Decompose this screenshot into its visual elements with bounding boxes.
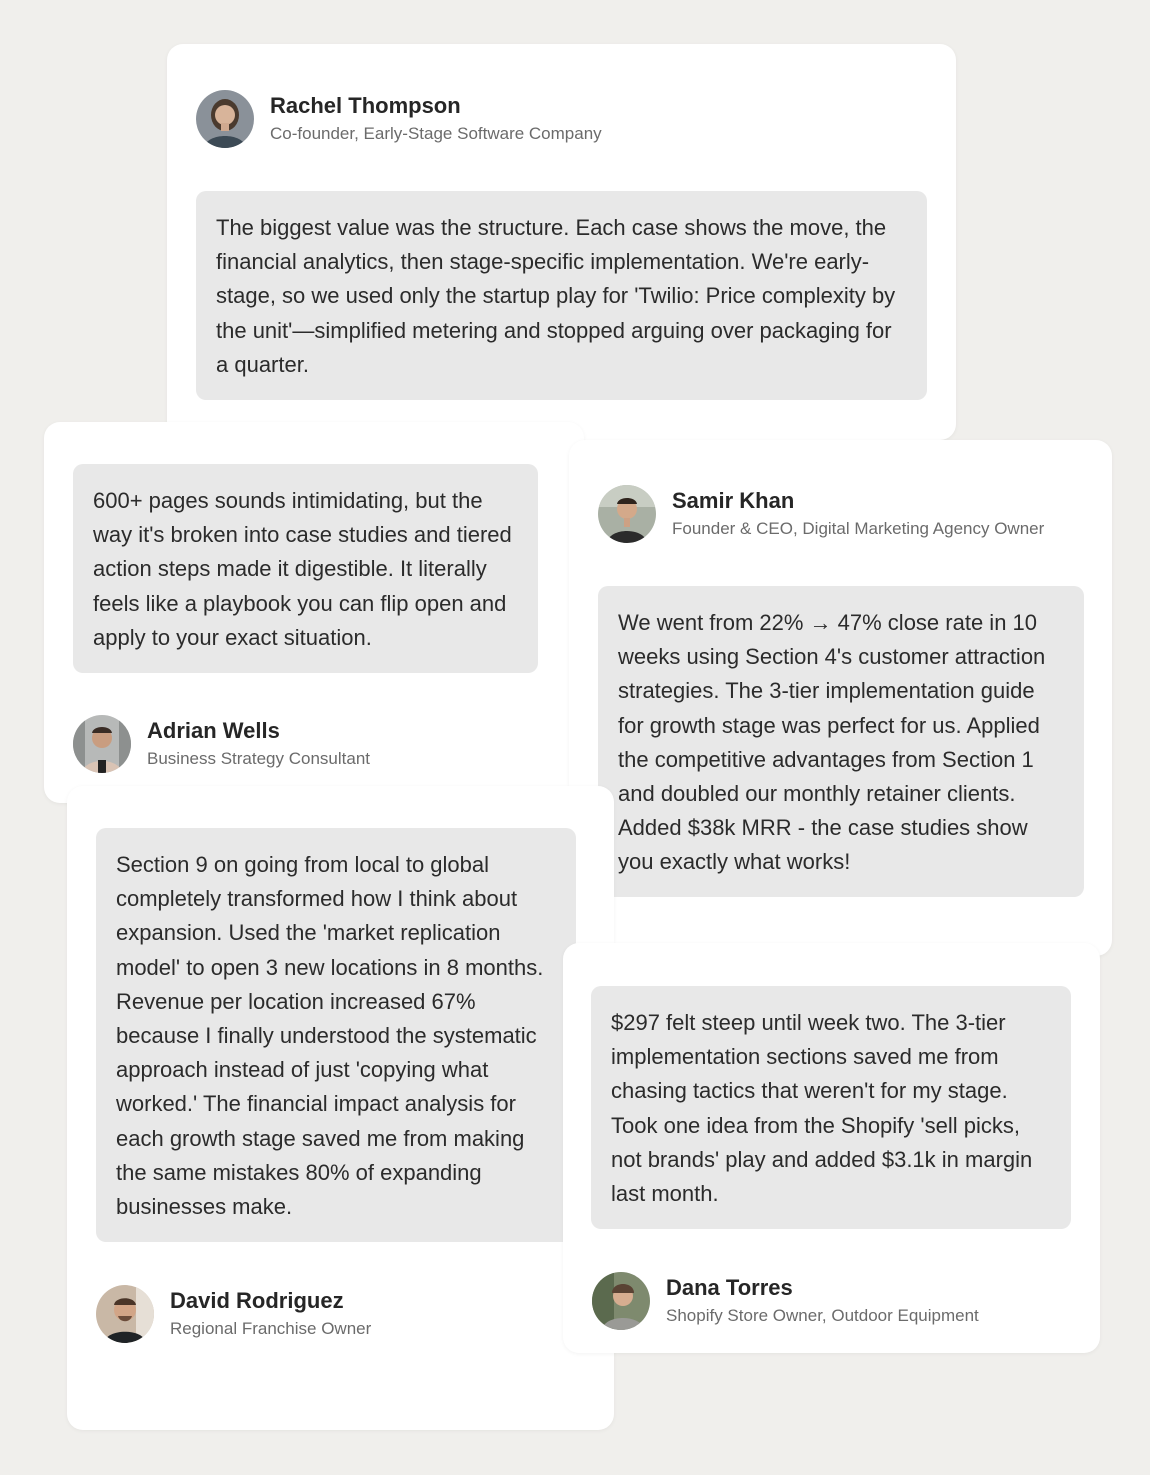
testimonial-author bbox=[592, 1272, 979, 1330]
testimonial-author bbox=[598, 485, 1044, 543]
testimonial-quote: Section 9 on going from local to global completely transformed how I think about expansion. Used the 'market replication model' to open 3 new locations in 8 months. Revenue per location increased 67% because I finally understood the systematic approach instead of just 'copying what worked.' The financial impact analysis for each growth stage saved me from making the same mistakes 80% of expanding businesses make. bbox=[96, 828, 576, 1242]
author-role: Shopify Store Owner, Outdoor Equipment bbox=[666, 1306, 979, 1325]
author-role: Business Strategy Consultant bbox=[147, 749, 371, 768]
author-role: Co-founder, Early-Stage Software Company bbox=[270, 124, 602, 143]
avatar-person-icon bbox=[592, 1272, 650, 1330]
avatar-man-icon bbox=[73, 715, 131, 773]
testimonial-author bbox=[96, 1285, 371, 1343]
testimonial-card-samir bbox=[569, 440, 1112, 956]
testimonial-card-rachel bbox=[167, 44, 956, 440]
testimonial-author bbox=[196, 90, 602, 148]
author-name: Rachel Thompson bbox=[270, 93, 461, 118]
avatar-woman-icon bbox=[196, 90, 254, 148]
testimonial-card-david bbox=[67, 786, 614, 1430]
author-name: Samir Khan bbox=[672, 488, 795, 513]
testimonial-quote: We went from 22% → 47% close rate in 10 weeks using Section 4's customer attraction strategies. The 3-tier implementation guide for growth stage was perfect for us. Applied the competitive advantages from Section 1 and doubled our monthly retainer clients. Added $38k MRR - the case studies show you exactly what works! bbox=[598, 586, 1084, 897]
testimonial-quote: The biggest value was the structure. Each case shows the move, the financial analytics, then stage-specific implementation. We're early-stage, so we used only the startup play for 'Twilio: Price complexity by the unit'—simplified metering and stopped arguing over packaging for a quarter. bbox=[196, 191, 927, 400]
author-role: Founder & CEO, Digital Marketing Agency Owner bbox=[672, 519, 1045, 538]
author-role: Regional Franchise Owner bbox=[170, 1319, 372, 1338]
author-name: Dana Torres bbox=[666, 1275, 793, 1300]
author-name: David Rodriguez bbox=[170, 1288, 344, 1313]
testimonial-quote: $297 felt steep until week two. The 3-tier implementation sections saved me from chasing tactics that weren't for my stage. Took one idea from the Shopify 'sell picks, not brands' play and added $3.1k in margin last month. bbox=[591, 986, 1071, 1229]
testimonial-author bbox=[73, 715, 370, 773]
avatar-man-icon bbox=[96, 1285, 154, 1343]
testimonial-quote: 600+ pages sounds intimidating, but the way it's broken into case studies and tiered action steps made it digestible. It literally feels like a playbook you can flip open and apply to your exact situation. bbox=[73, 464, 538, 673]
testimonial-card-dana bbox=[563, 943, 1100, 1353]
author-name: Adrian Wells bbox=[147, 718, 280, 743]
avatar-man-icon bbox=[598, 485, 656, 543]
testimonial-card-adrian bbox=[44, 422, 584, 803]
